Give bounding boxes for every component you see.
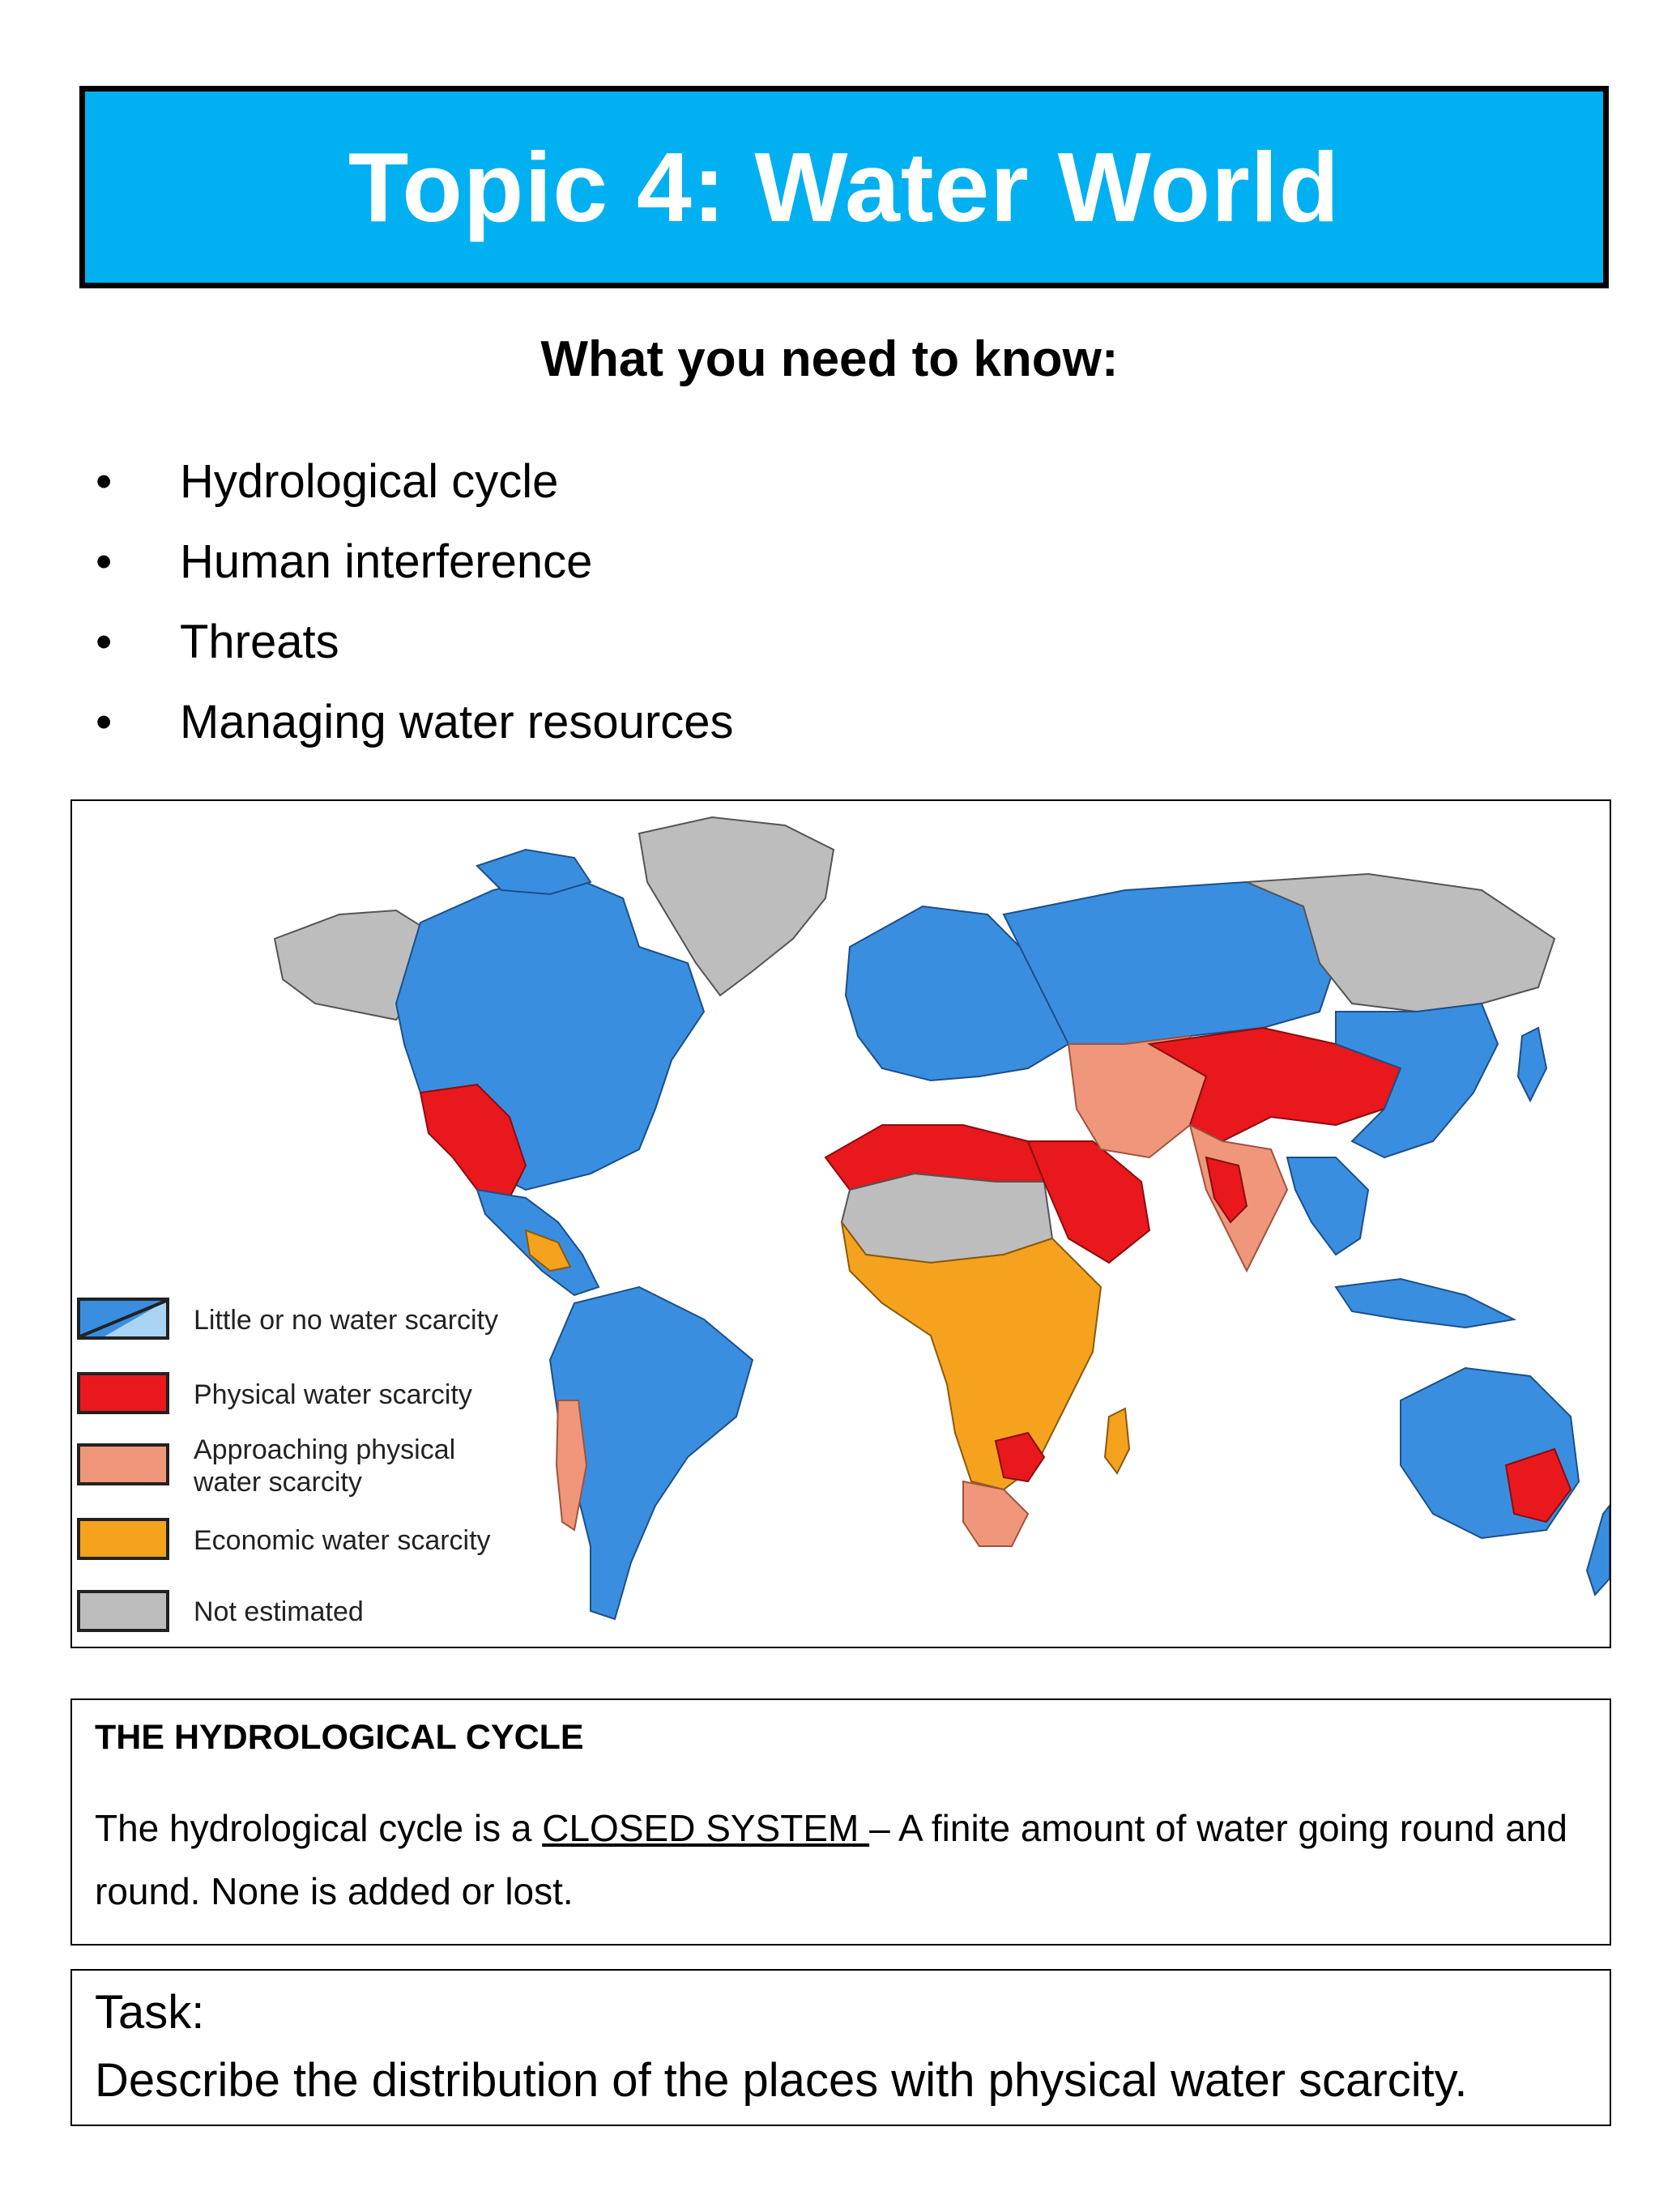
topic-label: Human interference: [180, 535, 593, 588]
title-banner: [79, 86, 1609, 288]
japan-region: [1518, 1028, 1546, 1101]
sub-saharan-africa-region: [842, 1222, 1101, 1490]
page-title: Topic 4: Water World: [348, 132, 1341, 242]
topic-label: Managing water resources: [180, 696, 734, 748]
subtitle: What you need to know:: [540, 331, 1119, 387]
legend-label: Little or no water scarcity: [194, 1305, 499, 1336]
body-text: The hydrological cycle is a: [95, 1807, 543, 1849]
section-heading: THE HYDROLOGICAL CYCLE: [95, 1718, 584, 1757]
legend-swatch-not-estimated: [79, 1592, 168, 1630]
body-text: – A finite amount of water going round and round. None is added or lost.: [95, 1807, 1567, 1912]
hydrological-cycle-box: [70, 1698, 1611, 1946]
list-item: [91, 690, 733, 770]
topic-label: Threats: [180, 616, 339, 668]
list-item: [91, 530, 733, 610]
section-body: [95, 1796, 1587, 1923]
list-item: [91, 610, 733, 690]
legend-swatch-approaching-scarcity: [79, 1445, 168, 1484]
indonesia-region: [1336, 1279, 1514, 1328]
legend-swatch-physical-scarcity: [79, 1374, 168, 1413]
task-label: Task:: [95, 1986, 205, 2039]
bullet-icon: •: [96, 535, 113, 588]
legend-label: Economic water scarcity: [194, 1525, 491, 1556]
legend-label: Approaching physical: [194, 1434, 456, 1465]
task-text: Describe the distribution of the places with physical water scarcity.: [95, 2054, 1468, 2107]
water-scarcity-map: [70, 799, 1611, 1648]
southeast-asia-region: [1287, 1157, 1368, 1255]
topic-list: [91, 450, 733, 770]
world-map-graphic: [72, 801, 1610, 1647]
bullet-icon: •: [96, 616, 113, 668]
legend-swatch-economic-scarcity: [79, 1519, 168, 1558]
topic-label: Hydrological cycle: [180, 455, 559, 508]
new-zealand-region: [1587, 1506, 1610, 1595]
task-box: [70, 1969, 1611, 2126]
legend-label: Physical water scarcity: [194, 1379, 472, 1410]
legend-label: Not estimated: [194, 1596, 364, 1627]
arctic-islands-region: [477, 850, 591, 894]
map-legend: [79, 1299, 498, 1630]
key-term: CLOSED SYSTEM: [542, 1807, 870, 1849]
list-item: [91, 450, 733, 530]
bullet-icon: •: [96, 455, 113, 508]
madagascar-region: [1105, 1409, 1129, 1473]
legend-label: water scarcity: [194, 1467, 362, 1498]
bullet-icon: •: [96, 696, 113, 748]
southern-africa-region: [963, 1481, 1028, 1546]
